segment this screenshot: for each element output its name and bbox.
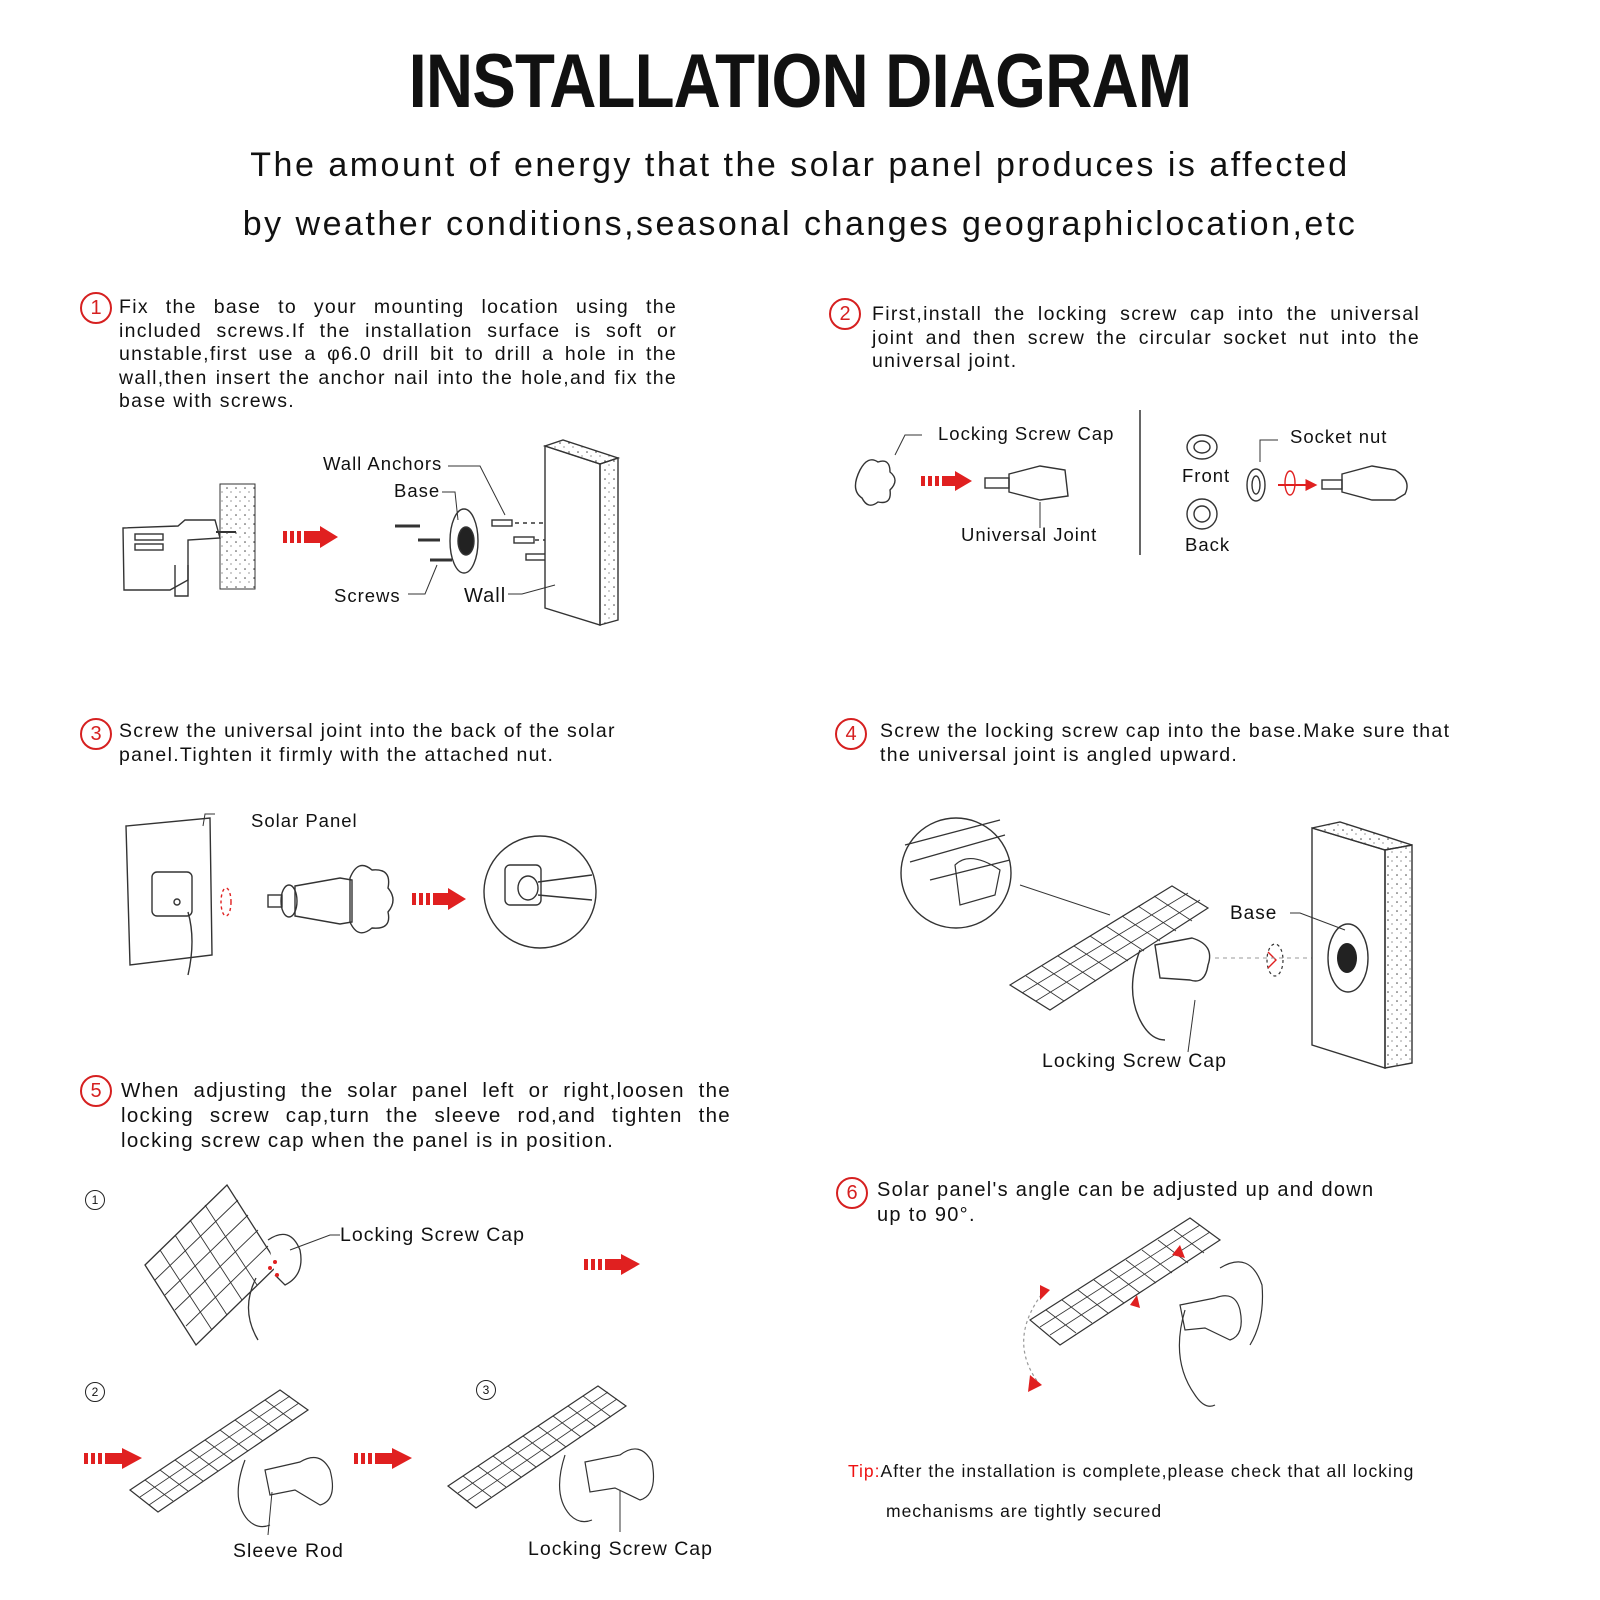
label-locking-screw-cap-5a: Locking Screw Cap [340,1224,525,1246]
red-arrow-5c [354,1448,412,1469]
step-5-text: When adjusting the solar panel left or right,loosen the locking screw cap,turn the sleeve rod,and tighten the locking screw cap when the panel is in position. [121,1079,731,1152]
page-title: INSTALLATION DIAGRAM [408,39,1192,124]
step-4-number: 4 [835,718,867,750]
label-base: Base [394,480,441,501]
subtitle-line-2: by weather conditions,seasonal changes geographiclocation,etc [242,205,1358,243]
label-locking-screw-cap-2: Locking Screw Cap [938,423,1115,444]
step-3-text: Screw the universal joint into the back of the solar panel.Tighten it firmly with the attached nut. [119,720,616,766]
label-solar-panel: Solar Panel [251,810,358,831]
step-5-number: 5 [80,1075,112,1107]
tip-text-1: After the installation is complete,please check that all locking [880,1461,1415,1481]
wall-block [545,440,618,625]
solar-panel-5a [145,1185,301,1345]
step-2-text: First,install the locking screw cap into the universal joint and then screw the circular socket nut into the universal joint. [872,303,1420,372]
red-arrow-5a [584,1254,640,1275]
tip-line-2: mechanisms are tightly secured [886,1501,1163,1521]
subtitle-line-1: The amount of energy that the solar panel produces is affected [250,146,1350,184]
substep-2: 2 [85,1382,105,1402]
red-arrow-1 [283,526,338,548]
solar-panel-5c [448,1386,654,1522]
label-wall: Wall [464,585,507,607]
red-arrow-2 [921,471,972,491]
step-2-number: 2 [829,298,861,330]
red-arrow-5b [84,1448,142,1469]
label-socket-nut: Socket nut [1290,426,1388,447]
label-sleeve-rod: Sleeve Rod [233,1540,344,1562]
step-4-text: Screw the locking screw cap into the base.Make sure that the universal joint is angled upward. [880,720,1451,766]
label-locking-screw-cap-4: Locking Screw Cap [1042,1050,1227,1072]
label-screws: Screws [334,585,401,606]
step-6-text: Solar panel's angle can be adjusted up and down up to 90°. [877,1179,1375,1226]
label-base-4: Base [1230,903,1278,924]
drill-illustration [123,520,236,596]
detail-circle-3 [484,836,596,948]
solar-panel-back [126,818,212,975]
label-back: Back [1185,534,1231,555]
step-1-number: 1 [80,292,112,324]
universal-joint-drawing [985,466,1068,500]
joint-with-cap [268,866,393,933]
locking-cap-drawing [855,460,895,505]
wall-block-4 [1312,822,1412,1068]
step-3-number: 3 [80,718,112,750]
label-front: Front [1182,465,1231,486]
tip-line-1 [848,1461,1414,1482]
step-1-text: Fix the base to your mounting location using the included screws.If the installation surface is soft or unstable,first use a φ6.0 drill bit to drill a hole in the wall,then insert the anchor nail into the hole,and fix the base with screws. [119,296,677,412]
substep-3: 3 [476,1380,496,1400]
solar-panel-6 [1030,1218,1263,1406]
solar-panel-5b [130,1390,332,1527]
step-6-number: 6 [836,1177,868,1209]
wall-piece [220,484,255,589]
label-universal-joint: Universal Joint [961,524,1098,545]
substep-1: 1 [85,1190,105,1210]
label-locking-screw-cap-5c: Locking Screw Cap [528,1538,713,1560]
label-wall-anchors: Wall Anchors [323,453,443,474]
tip-prefix: Tip: [848,1461,881,1481]
red-arrow-3 [412,888,466,910]
joint-4 [1133,938,1210,1040]
